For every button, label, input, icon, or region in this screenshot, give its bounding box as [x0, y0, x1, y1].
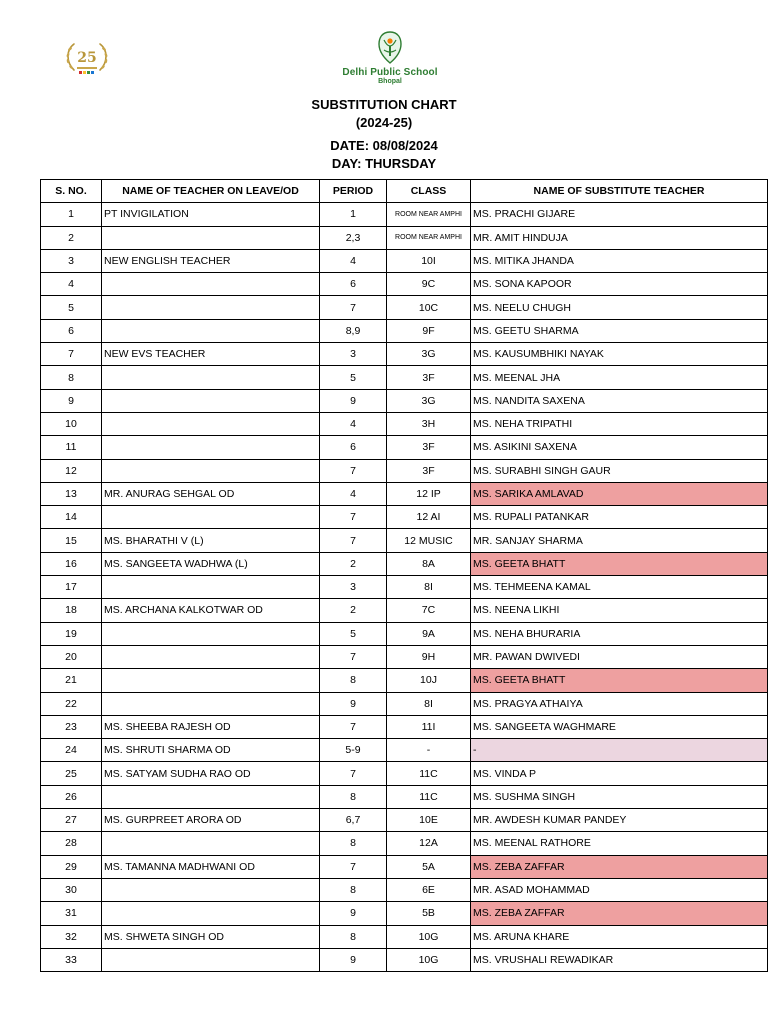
substitute-teacher-cell: MS. SURABHI SINGH GAUR: [471, 459, 768, 482]
sno-cell: 13: [41, 482, 102, 505]
sno-cell: 31: [41, 902, 102, 925]
class-cell: 12 MUSIC: [387, 529, 471, 552]
teacher-on-leave-cell: MS. ARCHANA KALKOTWAR OD: [102, 599, 320, 622]
substitute-teacher-cell: MS. VINDA P: [471, 762, 768, 785]
period-cell: 8,9: [320, 319, 387, 342]
teacher-on-leave-cell: [102, 948, 320, 971]
period-cell: 7: [320, 645, 387, 668]
substitute-teacher-cell: MS. GEETA BHATT: [471, 552, 768, 575]
substitute-teacher-cell: MS. SONA KAPOOR: [471, 273, 768, 296]
class-cell: 3H: [387, 412, 471, 435]
sno-cell: 1: [41, 203, 102, 226]
title-block: [0, 96, 768, 173]
sno-cell: 11: [41, 436, 102, 459]
class-cell: 3F: [387, 459, 471, 482]
teacher-on-leave-cell: [102, 366, 320, 389]
teacher-on-leave-cell: [102, 878, 320, 901]
class-cell: 9A: [387, 622, 471, 645]
period-cell: 5: [320, 366, 387, 389]
teacher-on-leave-cell: MS. SHRUTI SHARMA OD: [102, 739, 320, 762]
sno-cell: 5: [41, 296, 102, 319]
class-cell: 9F: [387, 319, 471, 342]
period-cell: 7: [320, 506, 387, 529]
sno-cell: 3: [41, 249, 102, 272]
substitute-teacher-cell: MS. MEENAL JHA: [471, 366, 768, 389]
class-cell: ROOM NEAR AMPHI: [387, 203, 471, 226]
table-row: [41, 226, 768, 249]
sno-cell: 2: [41, 226, 102, 249]
period-cell: 7: [320, 529, 387, 552]
teacher-on-leave-cell: [102, 226, 320, 249]
sno-cell: 12: [41, 459, 102, 482]
sno-cell: 9: [41, 389, 102, 412]
table-row: [41, 902, 768, 925]
period-cell: 4: [320, 482, 387, 505]
substitute-teacher-cell: MS. VRUSHALI REWADIKAR: [471, 948, 768, 971]
table-row: [41, 412, 768, 435]
table-row: [41, 785, 768, 808]
substitute-teacher-cell: MS. TEHMEENA KAMAL: [471, 576, 768, 599]
laurel-icon: [60, 38, 114, 82]
class-cell: 12A: [387, 832, 471, 855]
sno-cell: 21: [41, 669, 102, 692]
period-cell: 3: [320, 576, 387, 599]
table-row: [41, 599, 768, 622]
sno-cell: 28: [41, 832, 102, 855]
sno-cell: 30: [41, 878, 102, 901]
sno-cell: 8: [41, 366, 102, 389]
substitute-teacher-cell: MS. PRAGYA ATHAIYA: [471, 692, 768, 715]
period-cell: 6,7: [320, 809, 387, 832]
sno-cell: 14: [41, 506, 102, 529]
table-header-row: [41, 180, 768, 203]
period-cell: 7: [320, 296, 387, 319]
class-cell: 11I: [387, 715, 471, 738]
substitute-teacher-cell: MS. NEHA TRIPATHI: [471, 412, 768, 435]
teacher-on-leave-cell: [102, 645, 320, 668]
substitute-teacher-cell: MS. ZEBA ZAFFAR: [471, 855, 768, 878]
table-row: [41, 762, 768, 785]
teacher-on-leave-cell: [102, 785, 320, 808]
sno-cell: 20: [41, 645, 102, 668]
school-logo-block: [330, 30, 450, 85]
period-cell: 7: [320, 459, 387, 482]
table-row: [41, 319, 768, 342]
date-label: DATE: 08/08/2024: [330, 138, 438, 153]
table-row: [41, 832, 768, 855]
teacher-on-leave-cell: [102, 622, 320, 645]
sno-cell: 22: [41, 692, 102, 715]
substitute-teacher-cell: MS. NEHA BHURARIA: [471, 622, 768, 645]
period-cell: 7: [320, 762, 387, 785]
teacher-on-leave-cell: NEW EVS TEACHER: [102, 343, 320, 366]
substitute-teacher-cell: MS. PRACHI GIJARE: [471, 203, 768, 226]
school-crest-icon: [370, 30, 410, 66]
chart-title: SUBSTITUTION CHART: [311, 97, 457, 112]
class-cell: 8I: [387, 576, 471, 599]
teacher-on-leave-cell: [102, 319, 320, 342]
header-sno: S. NO.: [41, 180, 102, 203]
teacher-on-leave-cell: [102, 389, 320, 412]
table-row: [41, 389, 768, 412]
school-city: Bhopal: [378, 78, 402, 85]
period-cell: 9: [320, 692, 387, 715]
class-cell: 11C: [387, 762, 471, 785]
substitute-teacher-cell: MS. ZEBA ZAFFAR: [471, 902, 768, 925]
period-cell: 7: [320, 855, 387, 878]
period-cell: 9: [320, 948, 387, 971]
class-cell: 12 AI: [387, 506, 471, 529]
period-cell: 4: [320, 249, 387, 272]
table-row: [41, 715, 768, 738]
substitute-teacher-cell: MS. GEETA BHATT: [471, 669, 768, 692]
teacher-on-leave-cell: MS. SATYAM SUDHA RAO OD: [102, 762, 320, 785]
table-row: [41, 925, 768, 948]
period-cell: 8: [320, 925, 387, 948]
class-cell: 10E: [387, 809, 471, 832]
table-row: [41, 529, 768, 552]
teacher-on-leave-cell: MS. SHEEBA RAJESH OD: [102, 715, 320, 738]
table-row: [41, 878, 768, 901]
table-row: [41, 482, 768, 505]
sno-cell: 29: [41, 855, 102, 878]
header-class: CLASS: [387, 180, 471, 203]
substitute-teacher-cell: MS. SANGEETA WAGHMARE: [471, 715, 768, 738]
period-cell: 2: [320, 552, 387, 575]
class-cell: 8I: [387, 692, 471, 715]
class-cell: 3F: [387, 436, 471, 459]
period-cell: 1: [320, 203, 387, 226]
class-cell: 5B: [387, 902, 471, 925]
class-cell: 10G: [387, 925, 471, 948]
class-cell: 3G: [387, 343, 471, 366]
anniversary-number: 25: [77, 50, 97, 66]
sno-cell: 19: [41, 622, 102, 645]
teacher-on-leave-cell: [102, 669, 320, 692]
class-cell: 12 IP: [387, 482, 471, 505]
substitute-teacher-cell: MS. MITIKA JHANDA: [471, 249, 768, 272]
period-cell: 6: [320, 436, 387, 459]
class-cell: 10G: [387, 948, 471, 971]
sno-cell: 27: [41, 809, 102, 832]
table-row: [41, 296, 768, 319]
table-row: [41, 855, 768, 878]
substitute-teacher-cell: MS. ASIKINI SAXENA: [471, 436, 768, 459]
class-cell: 7C: [387, 599, 471, 622]
header-teacher-on-leave: NAME OF TEACHER ON LEAVE/OD: [102, 180, 320, 203]
substitute-teacher-cell: MS. SARIKA AMLAVAD: [471, 482, 768, 505]
sno-cell: 15: [41, 529, 102, 552]
teacher-on-leave-cell: PT INVIGILATION: [102, 203, 320, 226]
table-row: [41, 366, 768, 389]
sno-cell: 25: [41, 762, 102, 785]
teacher-on-leave-cell: [102, 296, 320, 319]
period-cell: 5: [320, 622, 387, 645]
period-cell: 2,3: [320, 226, 387, 249]
substitute-teacher-cell: MR. PAWAN DWIVEDI: [471, 645, 768, 668]
period-cell: 8: [320, 785, 387, 808]
table-row: [41, 809, 768, 832]
table-row: [41, 552, 768, 575]
substitute-teacher-cell: MR. ASAD MOHAMMAD: [471, 878, 768, 901]
teacher-on-leave-cell: [102, 412, 320, 435]
table-body: [41, 203, 768, 972]
period-cell: 2: [320, 599, 387, 622]
sno-cell: 7: [41, 343, 102, 366]
substitute-teacher-cell: MS. MEENAL RATHORE: [471, 832, 768, 855]
class-cell: 6E: [387, 878, 471, 901]
sno-cell: 16: [41, 552, 102, 575]
period-cell: 5-9: [320, 739, 387, 762]
header-period: PERIOD: [320, 180, 387, 203]
table-row: [41, 459, 768, 482]
class-cell: 10C: [387, 296, 471, 319]
teacher-on-leave-cell: [102, 273, 320, 296]
table-row: [41, 948, 768, 971]
day-label: DAY: THURSDAY: [331, 156, 437, 171]
sno-cell: 6: [41, 319, 102, 342]
period-cell: 3: [320, 343, 387, 366]
substitute-teacher-cell: MS. GEETU SHARMA: [471, 319, 768, 342]
sno-cell: 17: [41, 576, 102, 599]
class-cell: 3G: [387, 389, 471, 412]
table-row: [41, 506, 768, 529]
sno-cell: 18: [41, 599, 102, 622]
table-row: [41, 692, 768, 715]
sno-cell: 33: [41, 948, 102, 971]
sno-cell: 26: [41, 785, 102, 808]
sno-cell: 4: [41, 273, 102, 296]
sno-cell: 32: [41, 925, 102, 948]
teacher-on-leave-cell: [102, 692, 320, 715]
period-cell: 7: [320, 715, 387, 738]
class-cell: -: [387, 739, 471, 762]
table-row: [41, 576, 768, 599]
period-cell: 9: [320, 389, 387, 412]
period-cell: 9: [320, 902, 387, 925]
class-cell: 10I: [387, 249, 471, 272]
class-cell: 10J: [387, 669, 471, 692]
class-cell: 9H: [387, 645, 471, 668]
table-row: [41, 436, 768, 459]
class-cell: 11C: [387, 785, 471, 808]
substitute-teacher-cell: MS. NEENA LIKHI: [471, 599, 768, 622]
school-name: Delhi Public School: [342, 67, 438, 78]
class-cell: 8A: [387, 552, 471, 575]
class-cell: ROOM NEAR AMPHI: [387, 226, 471, 249]
substitute-teacher-cell: MS. NANDITA SAXENA: [471, 389, 768, 412]
period-cell: 8: [320, 878, 387, 901]
substitute-teacher-cell: MS. KAUSUMBHIKI NAYAK: [471, 343, 768, 366]
class-cell: 9C: [387, 273, 471, 296]
table-row: [41, 645, 768, 668]
table-row: [41, 203, 768, 226]
substitute-teacher-cell: MR. AWDESH KUMAR PANDEY: [471, 809, 768, 832]
substitute-teacher-cell: MR. AMIT HINDUJA: [471, 226, 768, 249]
substitute-teacher-cell: MS. RUPALI PATANKAR: [471, 506, 768, 529]
teacher-on-leave-cell: MS. SHWETA SINGH OD: [102, 925, 320, 948]
teacher-on-leave-cell: [102, 436, 320, 459]
sno-cell: 24: [41, 739, 102, 762]
teacher-on-leave-cell: NEW ENGLISH TEACHER: [102, 249, 320, 272]
period-cell: 4: [320, 412, 387, 435]
table-row: [41, 249, 768, 272]
table-row: [41, 343, 768, 366]
teacher-on-leave-cell: MS. BHARATHI V (L): [102, 529, 320, 552]
teacher-on-leave-cell: MR. ANURAG SEHGAL OD: [102, 482, 320, 505]
substitute-teacher-cell: MR. SANJAY SHARMA: [471, 529, 768, 552]
teacher-on-leave-cell: MS. SANGEETA WADHWA (L): [102, 552, 320, 575]
substitute-teacher-cell: MS. SUSHMA SINGH: [471, 785, 768, 808]
teacher-on-leave-cell: [102, 832, 320, 855]
table-row: [41, 669, 768, 692]
anniversary-logo: [60, 38, 114, 82]
session-label: (2024-25): [355, 115, 413, 130]
class-cell: 5A: [387, 855, 471, 878]
period-cell: 8: [320, 832, 387, 855]
substitute-teacher-cell: MS. ARUNA KHARE: [471, 925, 768, 948]
teacher-on-leave-cell: [102, 459, 320, 482]
period-cell: 8: [320, 669, 387, 692]
substitute-teacher-cell: MS. NEELU CHUGH: [471, 296, 768, 319]
table-row: [41, 273, 768, 296]
table-row: [41, 622, 768, 645]
substitute-teacher-cell: -: [471, 739, 768, 762]
sno-cell: 23: [41, 715, 102, 738]
teacher-on-leave-cell: [102, 902, 320, 925]
class-cell: 3F: [387, 366, 471, 389]
period-cell: 6: [320, 273, 387, 296]
teacher-on-leave-cell: [102, 506, 320, 529]
teacher-on-leave-cell: [102, 576, 320, 599]
substitution-table: [40, 179, 768, 972]
table-row: [41, 739, 768, 762]
sno-cell: 10: [41, 412, 102, 435]
header-substitute-teacher: NAME OF SUBSTITUTE TEACHER: [471, 180, 768, 203]
teacher-on-leave-cell: MS. TAMANNA MADHWANI OD: [102, 855, 320, 878]
teacher-on-leave-cell: MS. GURPREET ARORA OD: [102, 809, 320, 832]
